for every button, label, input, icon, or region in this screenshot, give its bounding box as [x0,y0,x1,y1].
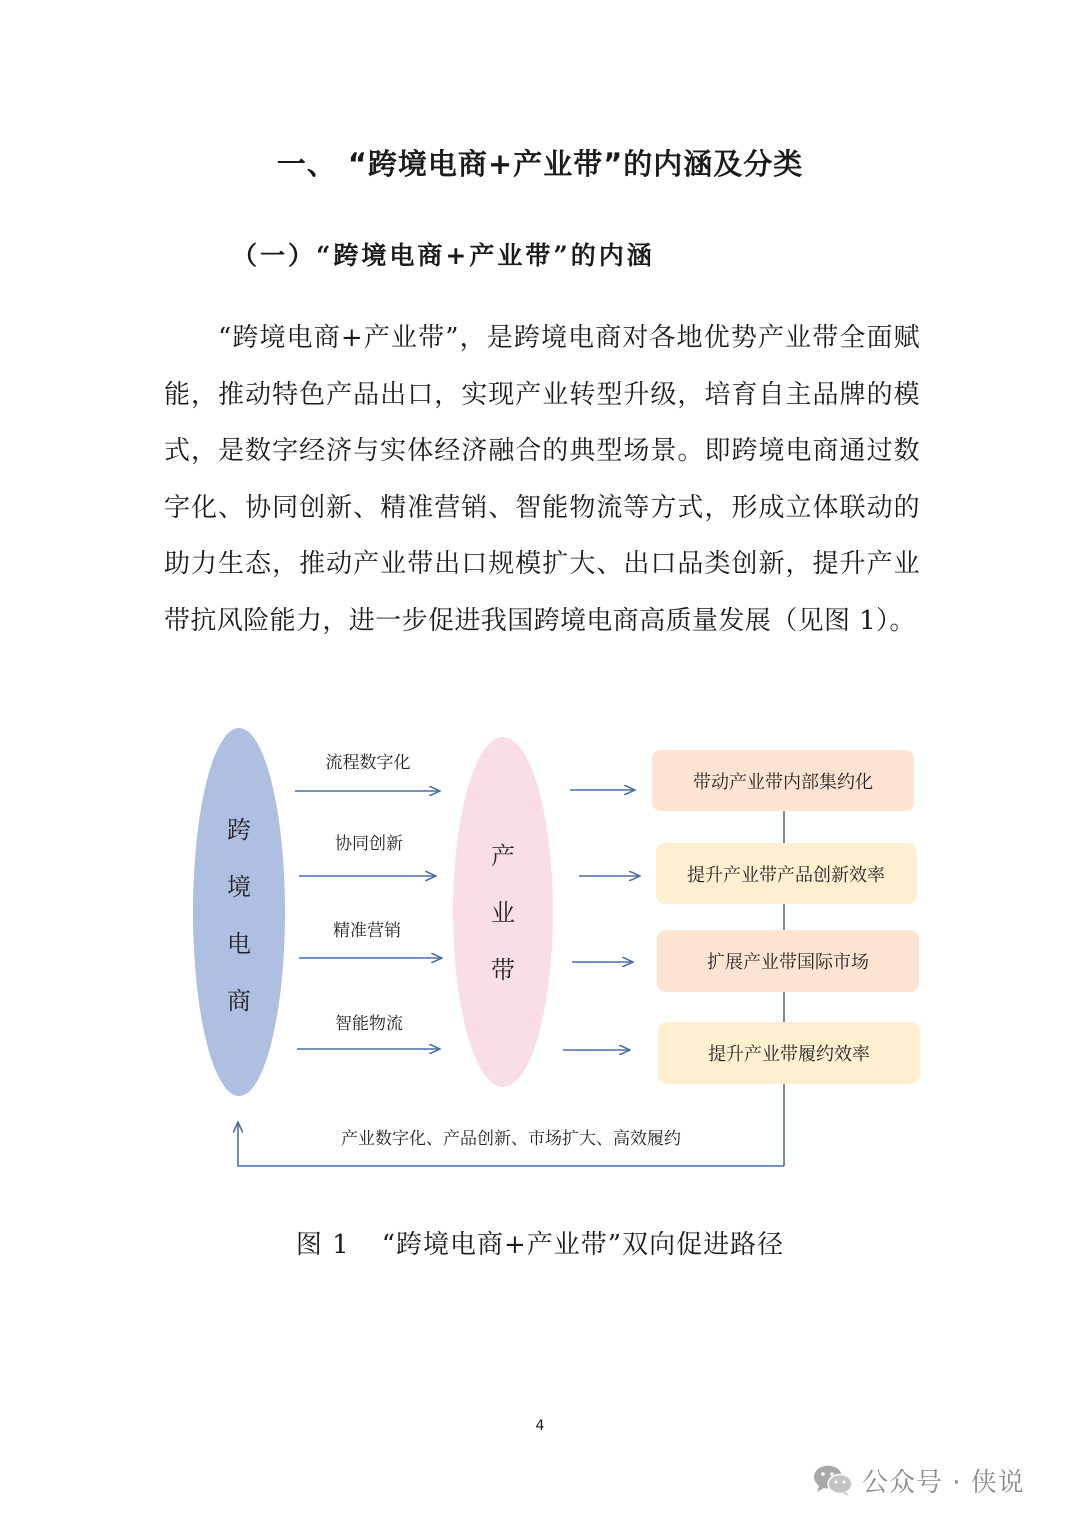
center-node-char: 业 [491,899,515,927]
wechat-icon [812,1463,854,1497]
watermark [812,1458,1025,1502]
left-node-char: 电 [227,930,251,958]
arrow-label-collaboration: 协同创新 [335,834,403,854]
outcome-label: 扩展产业带国际市场 [707,952,869,973]
cross-border-ecommerce-node [193,728,285,1096]
left-node-char: 跨 [227,816,251,844]
center-node-char: 带 [491,956,515,984]
left-node-char: 境 [227,873,251,901]
center-node-char: 产 [491,842,515,870]
outcome-label: 带动产业带内部集约化 [693,772,873,793]
figure-caption [0,1224,1080,1261]
feedback-label: 产业数字化、产品创新、市场扩大、高效履约 [341,1129,681,1149]
outcome-label: 提升产业带产品创新效率 [687,865,885,886]
arrow-label-marketing: 精准营销 [333,921,401,941]
left-node-char: 商 [227,987,251,1015]
figure-number: 图 1 [295,1230,350,1260]
page-number: 4 [535,1418,545,1434]
outcome-label: 提升产业带履约效率 [708,1044,870,1065]
body-paragraph: “跨境电商+产业带”，是跨境电商对各地优势产业带全面赋能，推动特色产品出口，实现产业转型升级，培育自主品牌的模式，是数字经济与实体经济融合的典型场景。即跨境电商通过数字化、协同创新、精准营销、智能物流等方式，形成立体联动的助力生态，推动产业带出口规模扩大、出口品类创新，提升产业带抗风险能力，进一步促进我国跨境电商高质量发展（见图 1）。 [164,323,920,636]
section-heading: 一、 “跨境电商+产业带”的内涵及分类 [276,147,804,181]
subsection-heading: （一）“跨境电商+产业带”的内涵 [232,241,655,270]
watermark-text: 公众号 · 侠说 [862,1467,1025,1498]
arrow-label-digitization: 流程数字化 [325,753,411,773]
figure-title: “跨境电商+产业带”双向促进路径 [381,1230,785,1260]
arrow-label-logistics: 智能物流 [335,1014,403,1034]
